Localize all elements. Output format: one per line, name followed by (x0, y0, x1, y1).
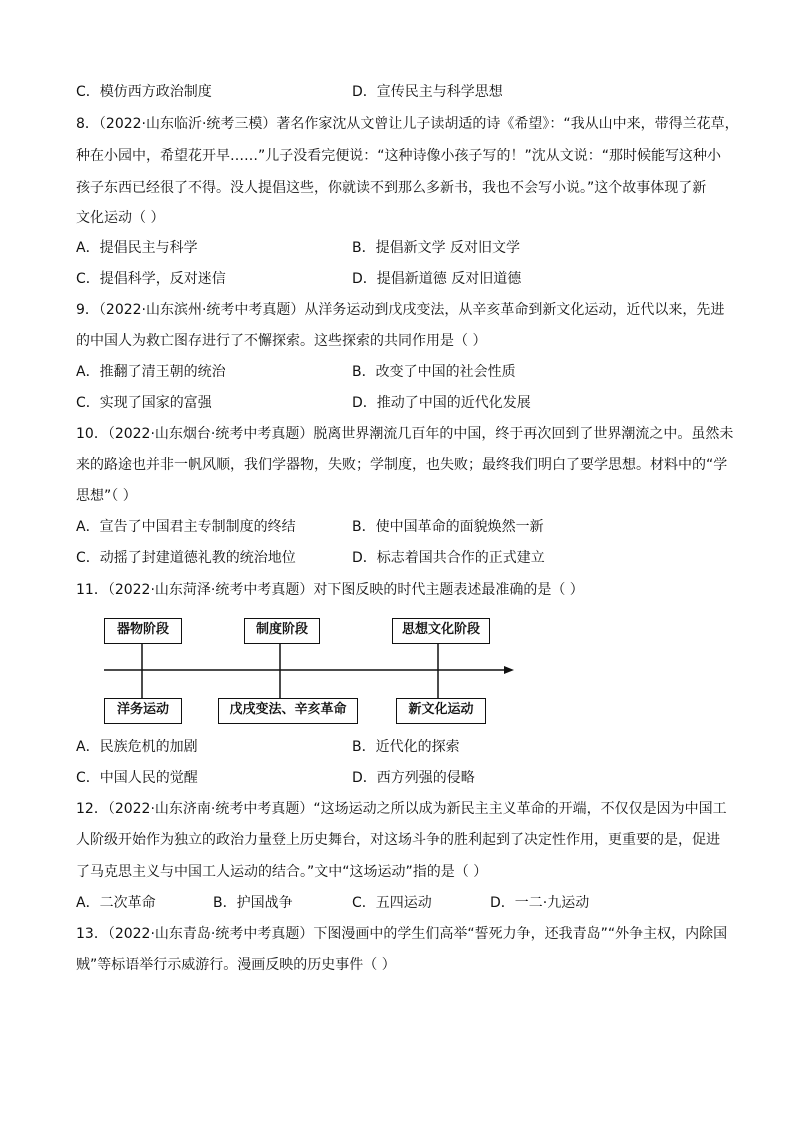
event-box-westernization: 洋务运动 (104, 698, 182, 724)
q9-option-d: D．推动了中国的近代化发展 (352, 395, 531, 411)
q8-option-b: B．提倡新文学 反对旧文学 (352, 240, 521, 256)
q11-stem-line: 11．（2022·山东菏泽·统考中考真题）对下图反映的时代主题表述最准确的是（ ） (76, 582, 584, 598)
q8-option-c: C．提倡科学，反对迷信 (76, 271, 226, 287)
q12-option-c: C．五四运动 (352, 895, 432, 911)
q12-option-a: A．二次革命 (76, 895, 156, 911)
q13-stem-line: 贼”等标语举行示威游行。漫画反映的历史事件（ ） (76, 957, 396, 973)
q12-option-b: B．护国战争 (213, 895, 293, 911)
q10-stem-line: 思想”（ ） (76, 488, 137, 504)
stage-timeline-diagram (104, 614, 524, 726)
q7-option-c: C．模仿西方政治制度 (76, 84, 212, 100)
q9-option-b: B．改变了中国的社会性质 (352, 364, 516, 380)
q12-stem-line: 了马克思主义与中国工人运动的结合。”文中“这场运动”指的是（ ） (76, 864, 488, 880)
timeline-arrowhead (504, 666, 514, 674)
q10-stem-line: 来的路途也并非一帆风顺，我们学器物，失败；学制度，也失败；最终我们明白了要学思想。材料中的“学 (76, 457, 728, 473)
q12-option-d: D．一二·九运动 (490, 895, 590, 911)
q8-option-d: D．提倡新道德 反对旧道德 (352, 271, 522, 287)
q11-option-a: A．民族危机的加剧 (76, 739, 198, 755)
q11-option-b: B．近代化的探索 (352, 739, 460, 755)
stage-box-thought-culture: 思想文化阶段 (392, 618, 490, 644)
q9-stem-line: 的中国人为救亡图存进行了不懈探索。这些探索的共同作用是（ ） (76, 333, 487, 349)
q10-option-c: C．动摇了封建道德礼教的统治地位 (76, 550, 296, 566)
q7-option-d: D．宣传民主与科学思想 (352, 84, 503, 100)
q9-option-c: C．实现了国家的富强 (76, 395, 212, 411)
q10-option-b: B．使中国革命的面貌焕然一新 (352, 519, 544, 535)
stage-box-institution: 制度阶段 (244, 618, 320, 644)
q12-stem-line: 12．（2022·山东济南·统考中考真题）“这场运动之所以成为新民主主义革命的开端，不仅仅是因为中国工 (76, 801, 727, 817)
q12-stem-line: 人阶级开始作为独立的政治力量登上历史舞台，对这场斗争的胜利起到了决定性作用，更重要的是，促进 (76, 832, 720, 848)
q10-stem-line: 10．（2022·山东烟台·统考中考真题）脱离世界潮流几百年的中国，终于再次回到了世界潮流之中。虽然未 (76, 426, 734, 442)
event-box-new-culture: 新文化运动 (396, 698, 486, 724)
q8-stem-line: 孩子东西已经很了不得。没人提倡这些，你就读不到那么多新书，我也不会写小说。”这个故事体现了新 (76, 180, 707, 196)
q13-stem-line: 13．（2022·山东青岛·统考中考真题）下图漫画中的学生们高举“誓死力争，还我青岛”“外争主权，内除国 (76, 926, 728, 942)
q8-stem-line: 8．（2022·山东临沂·统考三模）著名作家沈从文曾让儿子读胡适的诗《希望》：“我从山中来，带得兰花草， (76, 116, 739, 132)
q8-option-a: A．提倡民主与科学 (76, 240, 198, 256)
q9-stem-line: 9．（2022·山东滨州·统考中考真题）从洋务运动到戊戌变法，从辛亥革命到新文化运动，近代以来，先进 (76, 302, 725, 318)
event-box-reform-revolution: 戊戌变法、辛亥革命 (218, 698, 358, 724)
q10-option-d: D．标志着国共合作的正式建立 (352, 550, 545, 566)
q9-option-a: A．推翻了清王朝的统治 (76, 364, 226, 380)
q11-option-d: D．西方列强的侵略 (352, 770, 475, 786)
q8-stem-line: 种在小园中，希望花开早……”儿子没看完便说：“这种诗像小孩子写的！”沈从文说：“那时候能写这种小 (76, 148, 722, 164)
q11-option-c: C．中国人民的觉醒 (76, 770, 198, 786)
stage-box-artifact: 器物阶段 (104, 618, 182, 644)
q10-option-a: A．宣告了中国君主专制制度的终结 (76, 519, 296, 535)
q8-stem-line: 文化运动（ ） (76, 210, 165, 226)
